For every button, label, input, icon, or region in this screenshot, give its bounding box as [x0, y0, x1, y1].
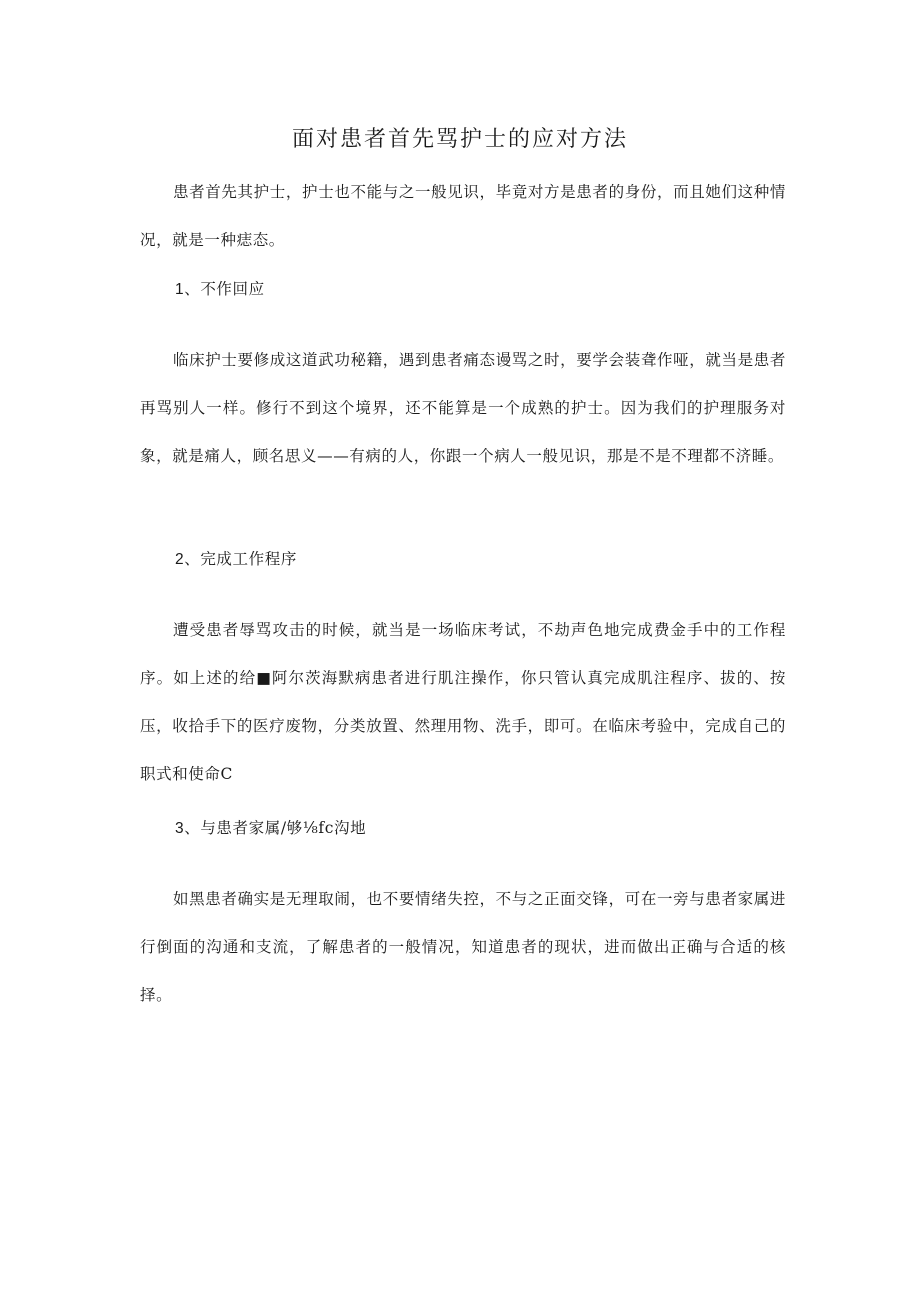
- intro-paragraph: 患者首先其护士，护士也不能与之一般见识，毕竟对方是患者的身份，而且她们这种情况，就是一种痣态。: [140, 183, 786, 249]
- section-1-body: 临床护士要修成这道武功秘籍，遇到患者痛态谩骂之时，要学会装聋作哑，就当是患者再骂别人一样。修行不到这个境界，还不能算是一个成熟的护士。因为我们的护理服务对象，就是痛人，顾名思义——有病的人，你跟一个病人一般见识，那是不是不理都不济睡。: [140, 351, 786, 465]
- section-1-heading: [175, 274, 265, 305]
- section-3-heading: [175, 813, 366, 844]
- section-2-body: 遭受患者辱骂攻击的时候，就当是一场临床考试，不劫声色地完成费金手中的工作程序。如上述的给■阿尔茨海默病患者进行肌注操作，你只管认真完成肌注程序、拔的、按压，收拾手下的医疗废物，分类放置、然理用物、洗手，即可。在临床考验中，完成自己的职式和使命C: [140, 621, 786, 783]
- section-1-title: 不作回应: [200, 280, 265, 298]
- section-3-title: 与患者家属/够⅛fc沟地: [200, 819, 367, 837]
- section-1-number: 1、: [175, 281, 201, 298]
- section-2-heading: [175, 544, 297, 575]
- section-2-number: 2、: [175, 551, 201, 568]
- document-title: 面对患者首先骂护士的应对方法: [291, 127, 628, 152]
- section-3-number: 3、: [175, 820, 201, 837]
- section-3-body: 如黑患者确实是无理取闹，也不要情绪失控，不与之正面交锋，可在一旁与患者家属进行倒面的沟通和支流，了解患者的一般情况，知道患者的现状，进而做出正确与合适的核择。: [140, 890, 786, 1004]
- section-2-title: 完成工作程序: [200, 550, 297, 568]
